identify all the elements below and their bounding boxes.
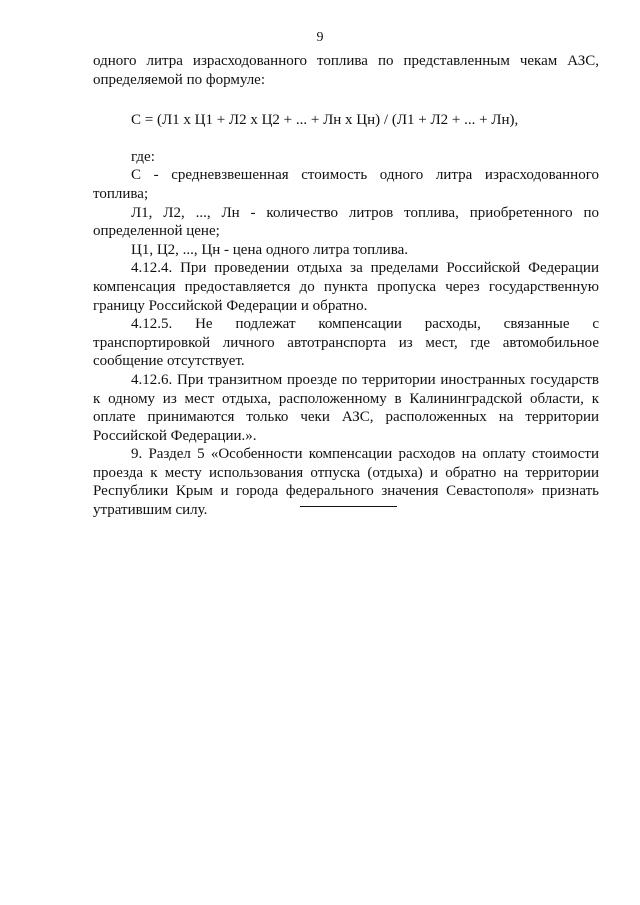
formula: С = (Л1 х Ц1 + Л2 х Ц2 + ... + Лн х Цн) / (Л1 + Л2 + ... + Лн),: [131, 112, 519, 129]
definition-c: С - средневзвешенная стоимость одного литра израсходованного топлива;: [93, 167, 599, 202]
paragraph-4-12-5: 4.12.5. Не подлежат компенсации расходы, связанные с транспортировкой личного автотранспорта из мест, где автомобильное сообщение отсутствует.: [93, 316, 599, 370]
paragraph-4-12-6: 4.12.6. При транзитном проезде по территории иностранных государств к одному из мест отдыха, расположенному в Калининградской области, к оплате принимаются только чеки АЗС, расположенных на территории Российской Федерации.».: [93, 371, 599, 444]
page-number: 9: [316, 30, 324, 45]
document-body: [93, 52, 599, 520]
paragraph-4-12-4: 4.12.4. При проведении отдыха за пределами Российской Федерации компенсация предоставляется до пункта пропуска через государственную границу Российской Федерации и обратно.: [93, 260, 599, 314]
definition-liters: Л1, Л2, ..., Лн - количество литров топлива, приобретенного по определенной цене;: [93, 204, 599, 240]
paragraph-9: 9. Раздел 5 «Особенности компенсации расходов на оплату стоимости проезда к месту использования отпуска (отдыха) и обратно на территории Республики Крым и города федерального значения Севастополя» признать утратившим силу.: [93, 446, 599, 519]
definition-prices: Ц1, Ц2, ..., Цн - цена одного литра топлива.: [131, 241, 408, 258]
paragraph-where: где:: [131, 148, 155, 165]
end-divider-line: [300, 506, 397, 507]
paragraph-formula-intro: одного литра израсходованного топлива по представленным чекам АЗС, определяемой по формуле:: [93, 53, 599, 88]
